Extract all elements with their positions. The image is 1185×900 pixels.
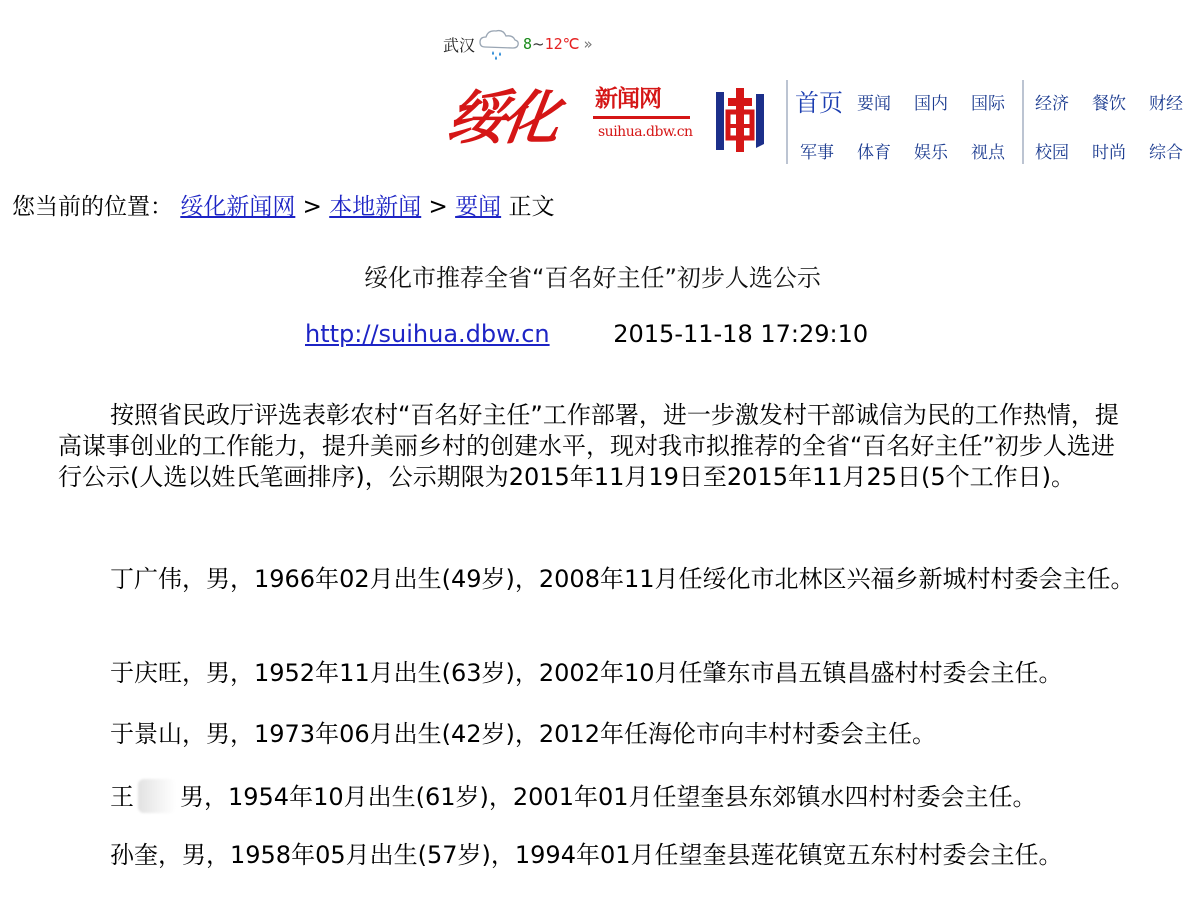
weather-more-icon[interactable]: » <box>583 35 593 53</box>
breadcrumb-separator: > <box>428 194 448 220</box>
newspaper-emblem-icon <box>706 82 772 156</box>
logo-domain: suihua.dbw.cn <box>598 124 693 140</box>
nav-item-guonei[interactable]: 国内 <box>914 94 948 114</box>
article-meta <box>305 320 868 348</box>
nav-item-jingji[interactable]: 经济 <box>1035 94 1069 114</box>
logo-calligraphy: 绥化 <box>443 84 561 152</box>
breadcrumb <box>12 188 554 221</box>
nav-divider <box>1022 80 1024 164</box>
candidate-entry <box>58 564 1138 595</box>
article-title: 绥化市推荐全省“百名好主任”初步人选公示 <box>364 264 821 292</box>
rain-cloud-icon <box>477 27 521 61</box>
candidate-entry-name: 王 <box>110 783 134 811</box>
article-intro-text: 按照省民政厅评选表彰农村“百名好主任”工作部署，进一步激发村干部诚信为民的工作热情，提高谋事创业的工作能力，提升美丽乡村的创建水平，现对我市拟推荐的全省“百名好主任”初步人选进行公示(人选以姓氏笔画排序)，公示期限为2015年11月19日至2015年11月25日(5个工作日)。 <box>58 401 1119 491</box>
article-intro-paragraph <box>58 400 1138 493</box>
nav-item-canyin[interactable]: 餐饮 <box>1092 94 1126 114</box>
article-source-link[interactable]: http://suihua.dbw.cn <box>305 320 550 348</box>
nav-item-caijing[interactable]: 财经 <box>1149 94 1183 114</box>
breadcrumb-separator: > <box>302 194 322 220</box>
candidate-entry-text: 孙奎，男，1958年05月出生(57岁)，1994年01月任望奎县莲花镇宽五东村村委会主任。 <box>110 841 1063 869</box>
redacted-name-blur <box>138 779 176 813</box>
weather-city: 武汉 <box>443 35 476 55</box>
nav-item-yaowen[interactable]: 要闻 <box>857 94 891 114</box>
nav-home[interactable]: 首页 <box>795 89 843 117</box>
candidate-entry-text: 丁广伟，男，1966年02月出生(49岁)，2008年11月任绥化市北林区兴福乡新城村村委会主任。 <box>110 565 1135 593</box>
article-datetime: 2015-11-18 17:29:10 <box>613 320 869 348</box>
temp-low: 8 <box>523 35 533 53</box>
candidate-entry <box>58 719 1138 750</box>
candidate-entry-text: 于庆旺，男，1952年11月出生(63岁)，2002年10月任肇东市昌五镇昌盛村村委会主任。 <box>110 659 1063 687</box>
candidate-entry <box>58 840 1138 871</box>
breadcrumb-link-local-news[interactable]: 本地新闻 <box>329 194 422 220</box>
breadcrumb-link-headlines[interactable]: 要闻 <box>455 194 502 220</box>
nav-item-xiaoyuan[interactable]: 校园 <box>1035 143 1069 163</box>
breadcrumb-link-home[interactable]: 绥化新闻网 <box>180 194 296 220</box>
candidate-entry <box>58 658 1138 689</box>
candidate-entry <box>58 779 1138 813</box>
nav-item-tiyu[interactable]: 体育 <box>857 143 891 163</box>
breadcrumb-current: 正文 <box>508 194 555 220</box>
nav-item-zonghe[interactable]: 综合 <box>1149 143 1183 163</box>
nav-item-shishang[interactable]: 时尚 <box>1092 143 1126 163</box>
logo-newsnet: 新闻网 <box>595 85 661 112</box>
candidate-entry-text: 于景山，男，1973年06月出生(42岁)，2012年任海伦市向丰村村委会主任。 <box>110 720 936 748</box>
logo-divider <box>593 116 690 119</box>
nav-item-shidian[interactable]: 视点 <box>971 143 1005 163</box>
nav-divider <box>786 80 788 164</box>
temp-high: 12℃ <box>544 35 580 53</box>
nav-item-junshi[interactable]: 军事 <box>800 143 834 163</box>
site-logo[interactable] <box>443 78 778 158</box>
nav-item-guoji[interactable]: 国际 <box>971 94 1005 114</box>
weather-widget[interactable] <box>443 30 593 58</box>
breadcrumb-prefix: 您当前的位置： <box>12 194 173 220</box>
top-nav <box>786 80 1185 164</box>
candidate-entry-text: 男，1954年10月出生(61岁)，2001年01月任望奎县东郊镇水四村村委会主任。 <box>180 783 1037 811</box>
nav-item-yule[interactable]: 娱乐 <box>914 143 948 163</box>
temp-separator: ~ <box>532 35 545 53</box>
